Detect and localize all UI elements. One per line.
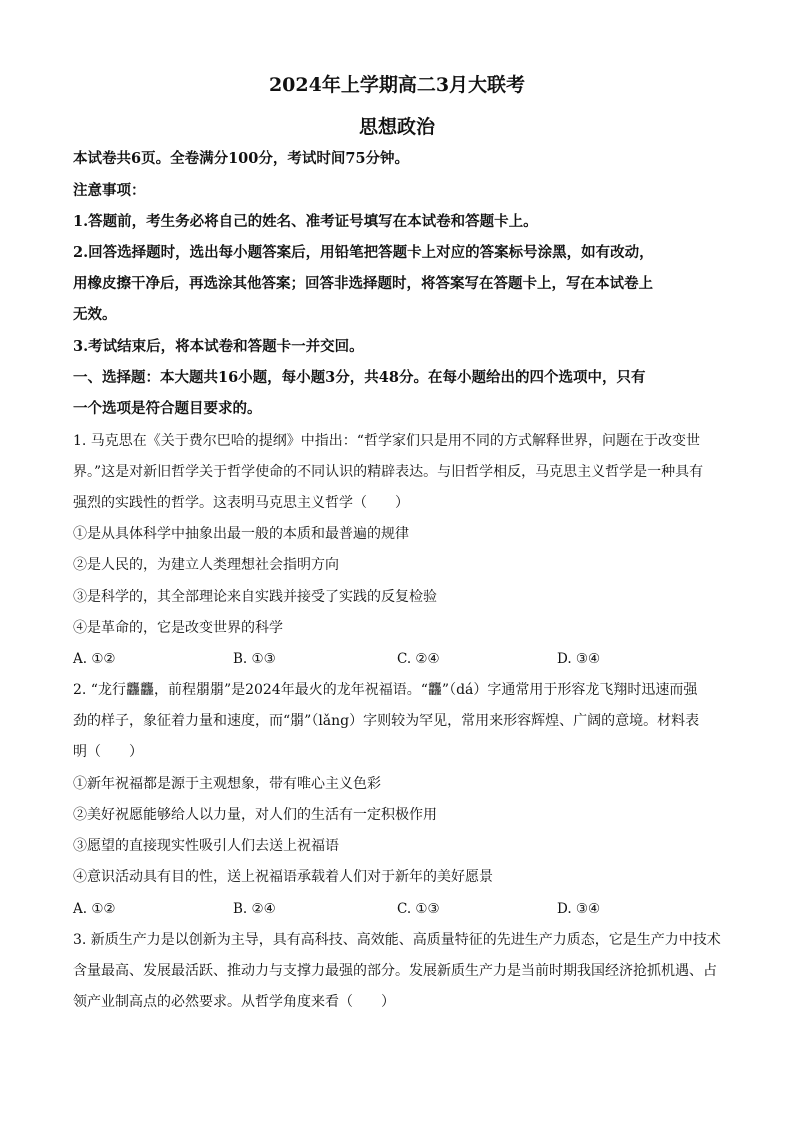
q3-stem-line-1: 3. 新质生产力是以创新为主导，具有高科技、高效能、高质量特征的先进生产力质态，它是生产力中技术 bbox=[73, 932, 721, 948]
notice-title: 注意事项： bbox=[73, 182, 146, 199]
q2-statement-3: ③愿望的直接现实性吸引人们去送上祝福语 bbox=[73, 838, 339, 854]
q2-option-c: C. ①③ bbox=[397, 901, 440, 917]
q2-option-a: A. ①② bbox=[73, 901, 116, 917]
subject-title: 思想政治 bbox=[358, 116, 435, 138]
notice-item-3: 3.考试结束后，将本试卷和答题卡一并交回。 bbox=[73, 338, 364, 355]
notice-item-2-line-3: 无效。 bbox=[73, 306, 117, 323]
q2-statement-1: ①新年祝福都是源于主观想象，带有唯心主义色彩 bbox=[73, 776, 381, 792]
q1-stem-line-3: 强烈的实践性的哲学。这表明马克思主义哲学（ ） bbox=[73, 495, 409, 511]
notice-item-2-line-1: 2.回答选择题时，选出每小题答案后，用铅笔把答题卡上对应的答案标号涂黑，如有改动， bbox=[73, 244, 654, 261]
q1-option-a: A. ①② bbox=[73, 651, 116, 667]
q1-option-b: B. ①③ bbox=[233, 651, 276, 667]
q2-stem-line-1: 2. “龙行龘龘，前程朤朤”是2024年最火的龙年祝福语。“龘”（dá）字通常用于形容龙飞翔时迅速而强 bbox=[73, 682, 698, 698]
q1-stem-line-1: 1. 马克思在《关于费尔巴哈的提纲》中指出：“哲学家们只是用不同的方式解释世界，问题在于改变世 bbox=[73, 433, 700, 449]
q2-option-d: D. ③④ bbox=[557, 901, 601, 917]
q1-statement-3: ③是科学的，其全部理论来自实践并接受了实践的反复检验 bbox=[73, 589, 437, 605]
exam-title: 2024年上学期高二3月大联考 bbox=[268, 74, 526, 96]
q2-statement-2: ②美好祝愿能够给人以力量，对人们的生活有一定积极作用 bbox=[73, 807, 437, 823]
q1-stem-line-2: 界。”这是对新旧哲学关于哲学使命的不同认识的精辟表达。与旧哲学相反，马克思主义哲学是一种具有 bbox=[73, 464, 704, 480]
notice-item-2-line-2: 用橡皮擦干净后，再选涂其他答案；回答非选择题时，将答案写在答题卡上，写在本试卷上 bbox=[73, 275, 653, 292]
q1-statement-2: ②是人民的，为建立人类理想社会指明方向 bbox=[73, 557, 339, 573]
q2-stem-line-3: 明（ ） bbox=[73, 744, 143, 760]
exam-intro: 本试卷共6页。全卷满分100分，考试时间75分钟。 bbox=[73, 150, 410, 167]
q2-stem-line-2: 劲的样子，象征着力量和速度，而“朤”（lǎng）字则较为罕见，常用来形容辉煌、广阔的意境。材料表 bbox=[73, 713, 700, 729]
notice-item-1: 1.答题前，考生务必将自己的姓名、准考证号填写在本试卷和答题卡上。 bbox=[73, 213, 538, 230]
section-heading-line-2: 一个选项是符合题目要求的。 bbox=[73, 400, 262, 417]
q2-option-b: B. ②④ bbox=[233, 901, 276, 917]
q3-stem-line-3: 领产业制高点的必然要求。从哲学角度来看（ ） bbox=[73, 994, 395, 1010]
q1-statement-4: ④是革命的，它是改变世界的科学 bbox=[73, 620, 283, 636]
q2-statement-4: ④意识活动具有目的性，送上祝福语承载着人们对于新年的美好愿景 bbox=[73, 869, 493, 885]
q1-option-c: C. ②④ bbox=[397, 651, 440, 667]
section-heading-line-1: 一、选择题：本大题共16小题，每小题3分，共48分。在每小题给出的四个选项中，只有 bbox=[73, 369, 646, 386]
q1-option-d: D. ③④ bbox=[557, 651, 601, 667]
q3-stem-line-2: 含量最高、发展最活跃、推动力与支撑力最强的部分。发展新质生产力是当前时期我国经济抢抓机遇、占 bbox=[73, 963, 717, 979]
q1-statement-1: ①是从具体科学中抽象出最一般的本质和最普遍的规律 bbox=[73, 526, 409, 542]
